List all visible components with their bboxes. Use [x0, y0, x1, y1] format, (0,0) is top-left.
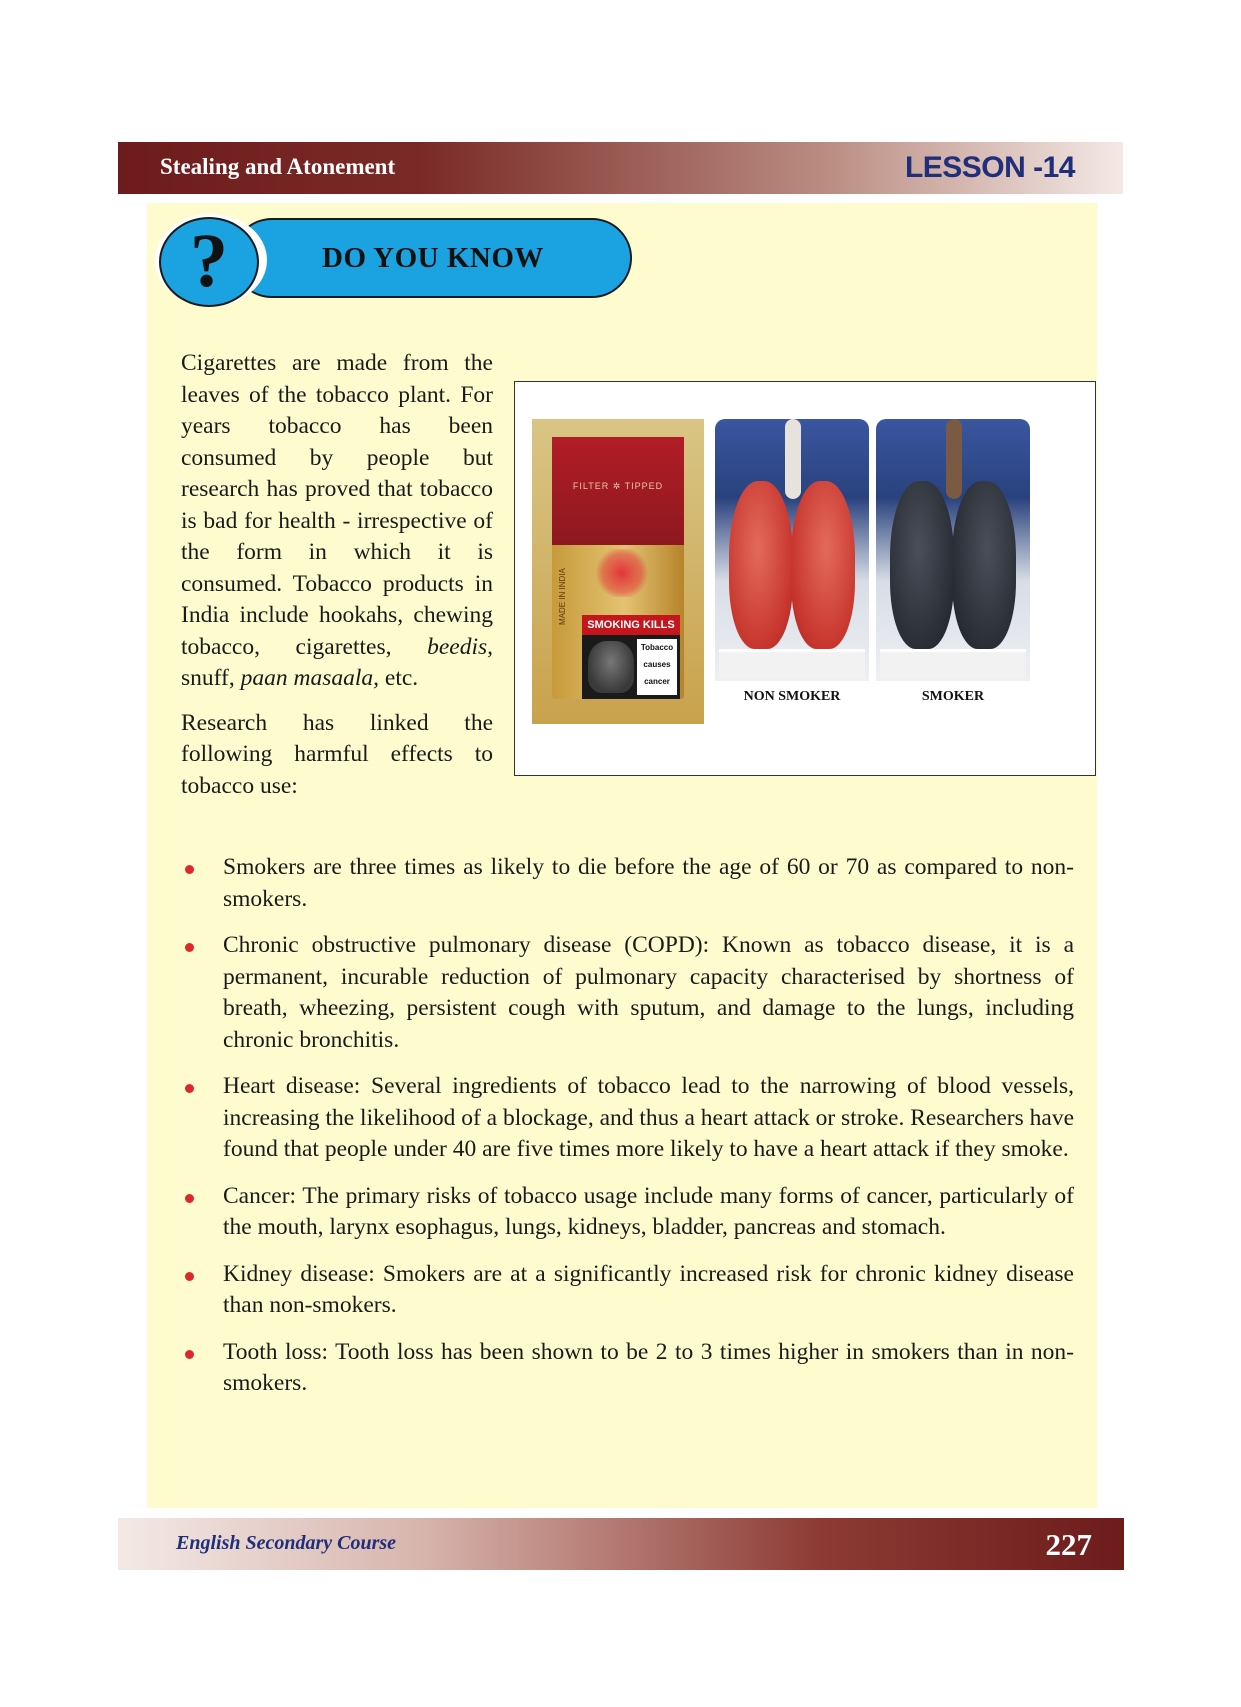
question-mark-glyph: ? [190, 219, 228, 303]
non-smoker-lungs-photo [715, 419, 869, 712]
list-item [181, 852, 1074, 915]
list-item-text: Chronic obstructive pulmonary disease (COPD): Known as tobacco disease, it is a permanent, incurable reduction of pulmonary capacity characterised by shortness of breath, wheezing, persistent cough with sputum, and damage to the lungs, including chronic bronchitis. [223, 932, 1074, 1053]
intro-paragraph-2: Research has linked the following harmful effects to tobacco use: [181, 709, 493, 799]
list-item [181, 1181, 1074, 1244]
warning-lung-icon [588, 641, 634, 693]
list-item-text: Tooth loss: Tooth loss has been shown to be 2 to 3 times higher in smokers than in non-smokers. [223, 1338, 1074, 1396]
list-item-text: Kidney disease: Smokers are at a significantly increased risk for chronic kidney disease than non-smokers. [223, 1260, 1074, 1318]
list-item [181, 930, 1074, 1056]
blurred-brand-logo [596, 549, 648, 597]
list-item [181, 1337, 1074, 1400]
question-mark-icon [159, 217, 259, 307]
healthy-left-lung-icon [729, 481, 793, 649]
do-you-know-label: DO YOU KNOW [322, 242, 544, 274]
smoker-label: SMOKER [921, 689, 985, 704]
warning-line: causes [643, 660, 671, 669]
pack-filter-text: FILTER ✲ TIPPED [572, 481, 664, 491]
list-item-text: Heart disease: Several ingredients of tobacco lead to the narrowing of blood vessels, increasing the likelihood of a blockage, and thus a heart attack or stroke. Researchers have found that people under 40 are five times more likely to have a heart attack if they smoke. [223, 1073, 1074, 1162]
intro-text-run: etc. [379, 665, 419, 691]
cigarette-pack-photo [532, 419, 704, 724]
harmful-effects-list [181, 852, 1074, 1415]
smoker-right-lung-icon [952, 481, 1016, 649]
bullet-icon [185, 865, 194, 874]
healthy-right-lung-icon [791, 481, 855, 649]
trachea-icon [785, 419, 801, 499]
course-name: English Secondary Course [176, 1532, 397, 1554]
warning-line: cancer [644, 677, 670, 686]
intro-paragraph-1 [181, 348, 493, 695]
smoker-left-lung-icon [890, 481, 954, 649]
bullet-icon [185, 1084, 194, 1093]
list-item-text: Smokers are three times as likely to die before the age of 60 or 70 as compared to non-smokers. [223, 854, 1074, 912]
smoker-lungs-photo [876, 419, 1030, 712]
lab-background [876, 419, 1030, 681]
bullet-icon [185, 1272, 194, 1281]
do-you-know-banner [232, 218, 632, 298]
intro-italic-beedis: beedis, [427, 633, 493, 660]
warning-line: Tobacco [640, 643, 674, 652]
non-smoker-label: NON SMOKER [743, 689, 841, 704]
cigarette-pack [552, 437, 684, 699]
intro-italic-paan-masaala: paan masaala, [240, 665, 380, 691]
header-bar [118, 142, 1123, 194]
bullet-icon [185, 943, 194, 952]
list-item-text: Cancer: The primary risks of tobacco usage include many forms of cancer, particularly of the mouth, larynx esophagus, lungs, kidneys, bladder, pancreas and stomach. [223, 1182, 1074, 1240]
specimen-tray [880, 649, 1026, 678]
warning-causes-text [637, 639, 677, 695]
smoking-kills-text: SMOKING KILLS [582, 615, 680, 635]
list-item [181, 1259, 1074, 1322]
pack-lid [552, 437, 684, 545]
intro-text-run: snuff, [181, 665, 241, 691]
lesson-number: LESSON -14 [904, 151, 1075, 184]
footer-bar [118, 1518, 1124, 1570]
bullet-icon [185, 1350, 194, 1359]
intro-text-run: Cigarettes are made from the leaves of the tobacco plant. For years tobacco has been consumed by people but research has proved that tobacco is bad for health - irrespective of the form in which it is consumed. Tobacco products in India include hookahs, chewing tobacco, cigarettes, [181, 350, 493, 660]
chapter-title: Stealing and Atonement [160, 154, 396, 179]
pack-side-text: MADE IN INDIA [558, 568, 567, 625]
bullet-icon [185, 1194, 194, 1203]
list-item [181, 1071, 1074, 1166]
trachea-icon [946, 419, 962, 499]
intro-text [181, 348, 493, 815]
health-warning-label [582, 615, 680, 699]
page-number: 227 [1045, 1527, 1092, 1562]
lab-background [715, 419, 869, 681]
tobacco-figure [514, 381, 1096, 776]
specimen-tray [719, 649, 865, 678]
